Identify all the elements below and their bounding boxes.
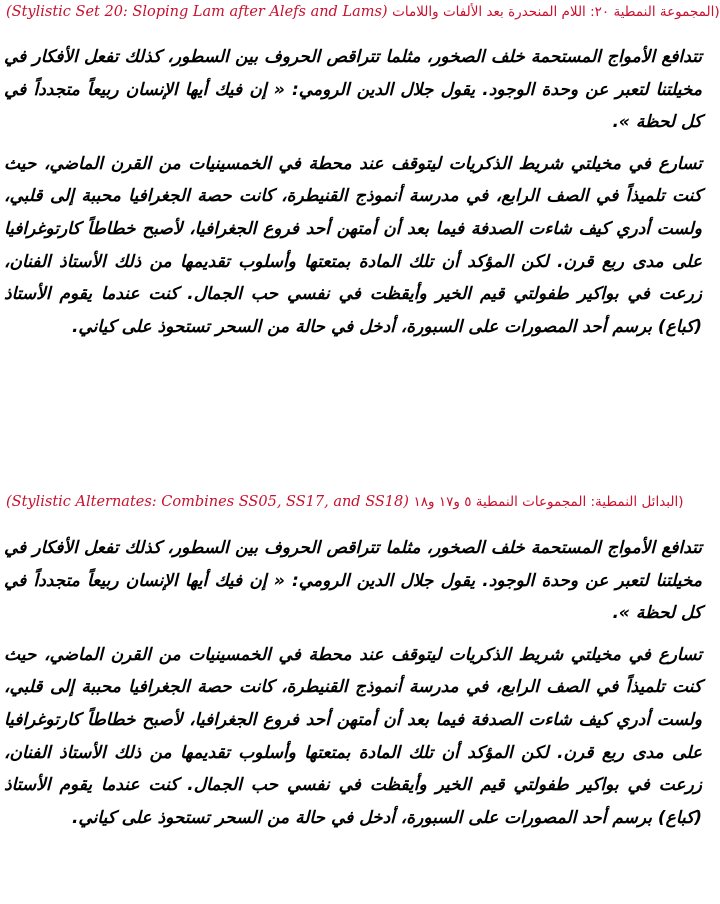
- section-1-caption-english: (Stylistic Set 20: Sloping Lam after Alefs and Lams): [6, 4, 388, 20]
- section-2-paragraph-1: تتدافع الأمواج المستحمة خلف الصخور، مثلما تتراقص الحروف بين السطور، كذلك تفعل الأفكار في مخيلتنا لتعبر عن وحدة الوجود. يقول جلال الدين الرومي: « إن فيك أيها الإنسان ربيعاً متجدداً في كل لحظة ».: [4, 538, 702, 624]
- section-2-caption: [0, 493, 706, 511]
- section-1-paragraph-2: تسارع في مخيلتي شريط الذكريات ليتوقف عند محطة في الخمسينيات من القرن الماضي، حيث كنت تلميذاً في الصف الرابع، في مدرسة أنموذج القنيطرة، كانت حصة الجغرافيا محببة إلى قلبي، ولست أدري كيف شاءت الصدفة فيما بعد أن أمتهن أحد فروع الجغرافيا، لأصبح خطاطاً كارتوغرافيا على مدى ربع قرن. لكن المؤكد أن تلك المادة بمتعتها وأسلوب تقديمها من ذلك الأستاذ الفنان، زرعت في بواكير طفولتي قيم الخير وأيقظت في نفسي حب الجمال. كنت عندما يقوم الأستاذ (كباع) برسم أحد المصورات على السبورة، أدخل في حالة من السحر تستحوذ على كياني.: [4, 153, 702, 337]
- section-1-paragraph-1: تتدافع الأمواج المستحمة خلف الصخور، مثلما تتراقص الحروف بين السطور، كذلك تفعل الأفكار في مخيلتنا لتعبر عن وحدة الوجود. يقول جلال الدين الرومي: « إن فيك أيها الإنسان ربيعاً متجدداً في كل لحظة ».: [4, 47, 702, 133]
- section-1-body: [0, 41, 706, 343]
- section-2-paragraph-2: تسارع في مخيلتي شريط الذكريات ليتوقف عند محطة في الخمسينيات من القرن الماضي، حيث كنت تلميذاً في الصف الرابع، في مدرسة أنموذج القنيطرة، كانت حصة الجغرافيا محببة إلى قلبي، ولست أدري كيف شاءت الصدفة فيما بعد أن أمتهن أحد فروع الجغرافيا، لأصبح خطاطاً كارتوغرافيا على مدى ربع قرن. لكن المؤكد أن تلك المادة بمتعتها وأسلوب تقديمها من ذلك الأستاذ الفنان، زرعت في بواكير طفولتي قيم الخير وأيقظت في نفسي حب الجمال. كنت عندما يقوم الأستاذ (كباع) برسم أحد المصورات على السبورة، أدخل في حالة من السحر تستحوذ على كياني.: [4, 644, 702, 828]
- section-2-caption-english: (Stylistic Alternates: Combines SS05, SS17, and SS18): [6, 494, 409, 510]
- section-1-caption: [0, 3, 720, 21]
- section-2-body: [0, 532, 706, 834]
- section-1-caption-arabic: (المجموعة النمطية ٢٠: اللام المنحدرة بعد الألفات واللامات: [392, 4, 720, 20]
- section-2-caption-arabic: (البدائل النمطية: المجموعات النمطية ٥ و١٧ و١٨: [413, 494, 684, 510]
